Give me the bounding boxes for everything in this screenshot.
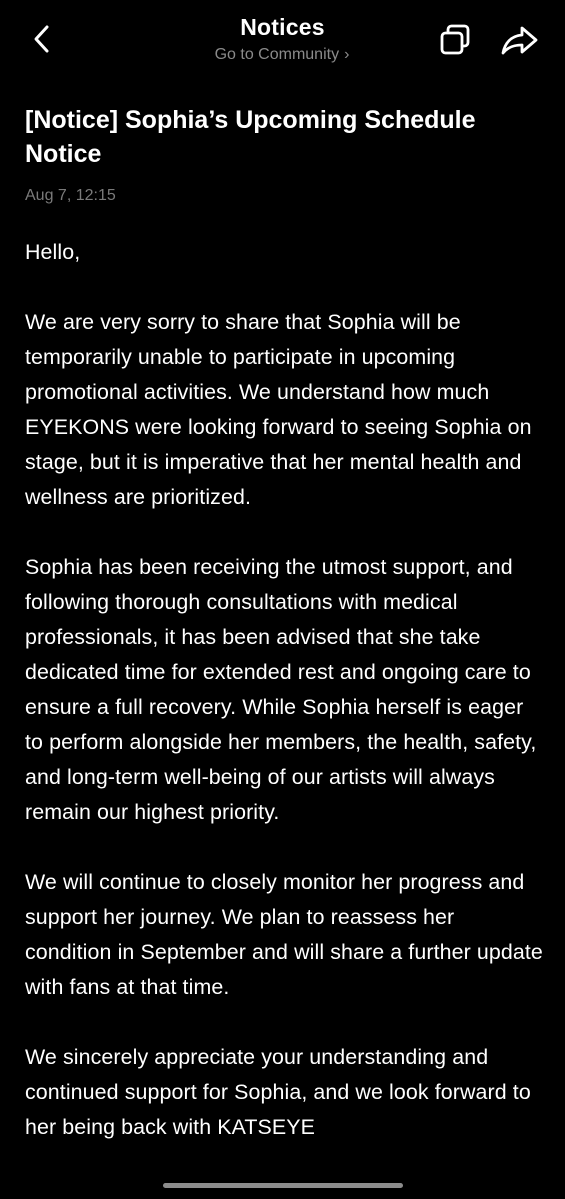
- page-title: Notices: [240, 14, 325, 40]
- share-button[interactable]: [500, 22, 540, 58]
- greeting-paragraph: Hello,: [25, 240, 81, 264]
- go-to-community-link[interactable]: [182, 46, 382, 64]
- copy-button[interactable]: [438, 22, 476, 58]
- top-bar: [0, 0, 565, 80]
- notice-body: [25, 235, 545, 1170]
- copy-icon: [438, 22, 476, 58]
- body-paragraph-3: We will continue to closely monitor her progress and support her journey. We plan to reassess her condition in September and will share a further update with fans at that time.: [25, 870, 543, 999]
- community-link-label: Go to Community: [214, 46, 340, 63]
- body-paragraph-1: We are very sorry to share that Sophia will be temporarily unable to participate in upcoming promotional activities. We understand how much EYEKONS were looking forward to seeing Sophia on stage, but it is imperative that her mental health and wellness are prioritized.: [25, 310, 532, 509]
- notice-title: [Notice] Sophia’s Upcoming Schedule Notice: [25, 106, 476, 168]
- chevron-left-icon: [26, 22, 60, 56]
- back-button[interactable]: [26, 22, 60, 56]
- share-icon: [500, 22, 540, 58]
- body-paragraph-2: Sophia has been receiving the utmost support, and following thorough consultations with medical professionals, it has been advised that she take dedicated time for extended rest and ongoing care to ensure a full recovery. While Sophia herself is eager to perform alongside her members, the health, safety, and long-term well-being of our artists will always remain our highest priority.: [25, 555, 537, 824]
- body-paragraph-4: We sincerely appreciate your understanding and continued support for Sophia, and we look forward to her being back with KATSEYE: [25, 1045, 531, 1139]
- post-timestamp: Aug 7, 12:15: [25, 187, 116, 204]
- chevron-right-icon: ›: [344, 46, 350, 63]
- home-indicator: [163, 1183, 403, 1188]
